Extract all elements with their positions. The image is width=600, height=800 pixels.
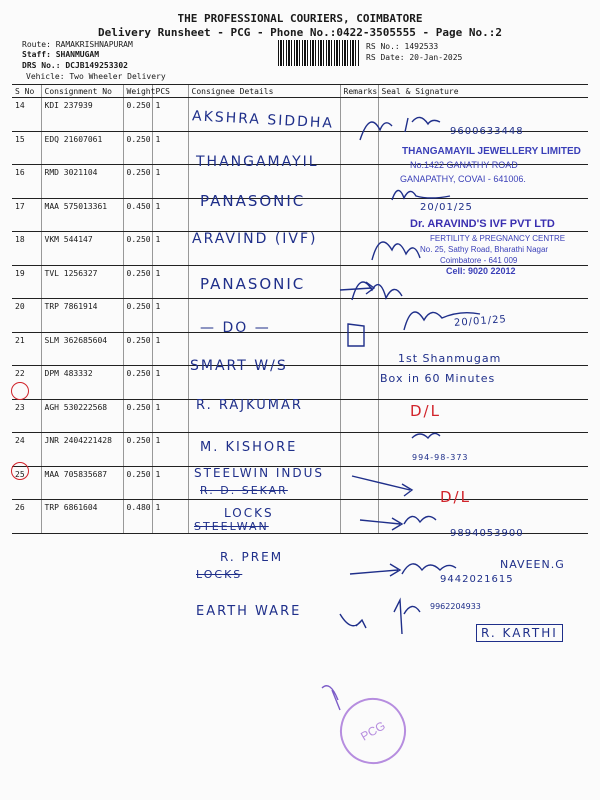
pcs-cell: 1 [152, 198, 188, 232]
stamp-aravind-line2: FERTILITY & PREGNANCY CENTRE [430, 234, 566, 243]
drs-label: DRS No.: DCJB149253302 [22, 61, 128, 70]
rs-number: RS No.: 1492533 [366, 42, 439, 51]
hw-consignee-16: PANASONIC [200, 192, 306, 210]
sno-cell: 21 [12, 332, 41, 366]
consignment-cell: SLM 362685604 [41, 332, 123, 366]
hw-phone-22: 994-98-373 [412, 453, 469, 462]
arrow-24 [360, 518, 402, 530]
hw-dl-21: D/L [410, 402, 441, 420]
weight-cell: 0.250 [123, 433, 152, 467]
hw-consignee-21: R. RAJKUMAR [196, 398, 303, 413]
hw-name-26: R. KARTHI [476, 624, 563, 642]
hw-consignee-18: PANASONIC [200, 275, 306, 293]
hw-consignee-22: M. KISHORE [200, 440, 298, 455]
stamp-thangamayil-line1: THANGAMAYIL JEWELLERY LIMITED [402, 146, 581, 157]
weight-cell: 0.250 [123, 466, 152, 500]
signature-19 [404, 312, 480, 330]
pcs-cell: 1 [152, 332, 188, 366]
signature-18 [352, 282, 402, 300]
consignment-cell: JNR 2404221428 [41, 433, 123, 467]
hw-consignee-26: EARTH WARE [196, 604, 302, 619]
hw-name-25: NAVEEN.G [500, 558, 565, 571]
col-weight: Weight [123, 85, 152, 98]
hw-consignee-23a: STEELWIN INDUS [194, 466, 325, 480]
weight-cell: 0.250 [123, 131, 152, 165]
hw-consignee-14: AKSHRA SIDDHA [191, 108, 335, 132]
hw-consignee-25b: LOCKS [196, 568, 243, 581]
weight-cell: 0.250 [123, 98, 152, 132]
weight-cell: 0.250 [123, 265, 152, 299]
pcg-round-stamp: PCG [328, 686, 418, 776]
pcs-cell: 1 [152, 165, 188, 199]
hw-phone-14: 9600633448 [450, 126, 524, 137]
signature-14 [360, 122, 392, 140]
signature-25 [402, 564, 456, 574]
pcs-cell: 1 [152, 466, 188, 500]
col-pcs: PCS [152, 85, 188, 98]
hw-phone-26: 9962204933 [430, 602, 481, 611]
hw-consignee-23b: R. D. SEKAR [200, 484, 288, 497]
signature-16 [392, 190, 450, 200]
signature-14b [405, 117, 440, 132]
sno-cell: 22 [12, 366, 41, 400]
weight-cell: 0.250 [123, 399, 152, 433]
arrow-25 [350, 564, 400, 576]
sno-cell: 18 [12, 232, 41, 266]
sno-cell: 20 [12, 299, 41, 333]
hw-consignee-20: SMART W/S [190, 358, 288, 374]
consignment-cell: MAA 575013361 [41, 198, 123, 232]
signature-22 [412, 433, 440, 438]
vehicle-label: Vehicle: Two Wheeler Delivery [26, 72, 166, 81]
pcs-cell: 1 [152, 299, 188, 333]
runsheet-subtitle: Delivery Runsheet - PCG - Phone No.:0422-3505555 - Page No.:2 [98, 26, 502, 39]
scribble-bottom [322, 686, 340, 710]
stamp-aravind-line5: Cell: 9020 22012 [446, 266, 516, 276]
weight-cell: 0.250 [123, 165, 152, 199]
signature-24 [404, 516, 436, 524]
pcs-cell: 1 [152, 232, 188, 266]
hw-phone-24: 9894053900 [450, 528, 524, 539]
company-title: THE PROFESSIONAL COURIERS, COIMBATORE [177, 12, 423, 25]
hw-phone-25: 9442021615 [440, 574, 514, 585]
stamp-thangamayil-line2: No.1422 GANATHY ROAD [410, 160, 518, 170]
consignment-cell: TRP 6861604 [41, 500, 123, 534]
weight-cell: 0.250 [123, 332, 152, 366]
col-remarks: Remarks [340, 85, 378, 98]
pcs-cell: 1 [152, 98, 188, 132]
hw-consignee-19: — DO — [200, 320, 271, 336]
staff-label: Staff: SHANMUGAM [22, 50, 100, 59]
arrow-26 [340, 614, 366, 628]
consignment-cell: DPM 483332 [41, 366, 123, 400]
consignment-cell: EDQ 21607061 [41, 131, 123, 165]
pcs-cell: 1 [152, 366, 188, 400]
consignment-cell: KDI 237939 [41, 98, 123, 132]
weight-cell: 0.250 [123, 232, 152, 266]
sno-cell: 19 [12, 265, 41, 299]
pcs-cell: 1 [152, 131, 188, 165]
hw-date-19: 20/01/25 [453, 314, 508, 329]
consignment-cell: VKM 544147 [41, 232, 123, 266]
sno-cell: 26 [12, 500, 41, 534]
pcs-cell: 1 [152, 265, 188, 299]
weight-cell: 0.250 [123, 299, 152, 333]
pcs-cell: 1 [152, 399, 188, 433]
consignment-cell: AGH 530222568 [41, 399, 123, 433]
hw-date-16: 20/01/25 [420, 202, 473, 213]
col-consignment: Consignment No [41, 85, 123, 98]
route-label: Route: RAMAKRISHNAPURAM [22, 40, 133, 49]
col-sno: S No [12, 85, 41, 98]
hw-consignee-17: ARAVIND (IVF) [192, 231, 318, 247]
stamp-aravind-line4: Coimbatore - 641 009 [440, 256, 518, 265]
sno-cell: 14 [12, 98, 41, 132]
hw-note-20b: Box in 60 Minutes [380, 372, 496, 385]
sno-cell: 25 [12, 466, 41, 500]
stamp-thangamayil-line3: GANAPATHY, COVAI - 641006. [400, 174, 526, 184]
sno-cell: 24 [12, 433, 41, 467]
hw-consignee-25a: R. PREM [220, 550, 284, 564]
bracket-19 [348, 324, 364, 346]
sno-cell: 16 [12, 165, 41, 199]
weight-cell: 0.450 [123, 198, 152, 232]
hw-consignee-24a: LOCKS [224, 506, 274, 520]
col-signature: Seal & Signature [378, 85, 588, 98]
hw-dl-23: D/L [440, 488, 471, 506]
sno-cell: 17 [12, 198, 41, 232]
weight-cell: 0.480 [123, 500, 152, 534]
arrow-23 [352, 476, 412, 496]
sno-cell: 15 [12, 131, 41, 165]
signature-26 [394, 600, 420, 634]
sno-cell: 23 [12, 399, 41, 433]
stamp-aravind-line3: No. 25, Sathy Road, Bharathi Nagar [420, 245, 549, 254]
rs-date: RS Date: 20-Jan-2025 [366, 53, 463, 62]
pcs-cell: 1 [152, 433, 188, 467]
pcs-cell: 1 [152, 500, 188, 534]
col-consignee: Consignee Details [188, 85, 340, 98]
consignment-cell: MAA 705835687 [41, 466, 123, 500]
hw-consignee-15: THANGAMAYIL [196, 154, 319, 170]
stamp-aravind-line1: Dr. ARAVIND'S IVF PVT LTD [410, 218, 555, 230]
consignment-cell: TVL 1256327 [41, 265, 123, 299]
consignment-cell: RMD 3021104 [41, 165, 123, 199]
signature-17 [372, 242, 420, 260]
consignment-cell: TRP 7861914 [41, 299, 123, 333]
hw-consignee-24b: STEELWAN [194, 520, 269, 533]
hw-note-20a: 1st Shanmugam [398, 352, 502, 365]
weight-cell: 0.250 [123, 366, 152, 400]
